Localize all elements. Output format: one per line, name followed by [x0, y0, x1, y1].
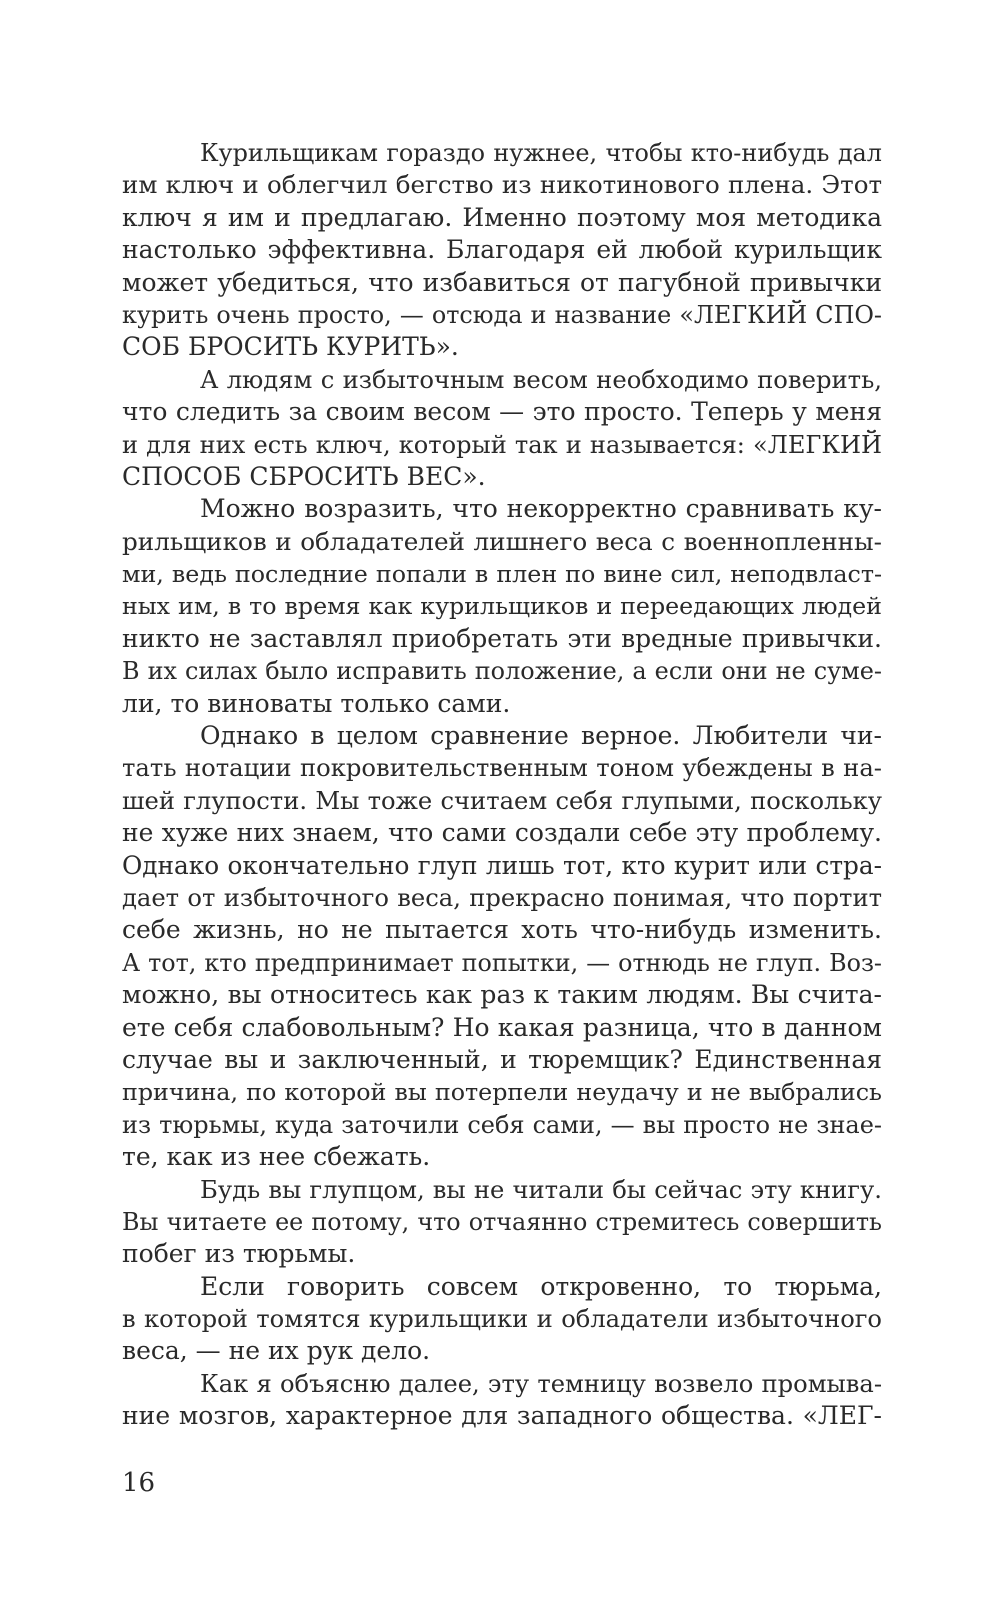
text-line: Однако в целом сравнение верное. Любители чи- — [200, 721, 882, 751]
text-line: ми, ведь последние попали в плен по вине сил, неподвласт- — [122, 560, 882, 589]
text-line: им ключ и облегчил бегство из никотинового плена. Этот — [122, 170, 882, 200]
text-line: веса, — не их рук дело. — [122, 1336, 431, 1366]
text-line: А тот, кто предпринимает попытки, — отнюдь не глуп. Воз- — [122, 948, 882, 977]
text-line: ние мозгов, характерное для западного общества. «ЛЕГ- — [122, 1401, 882, 1431]
text-line: В их силах было исправить положение, а если они не суме- — [122, 657, 882, 686]
text-line: ли, то виноваты только сами. — [122, 688, 511, 718]
text-line: Курильщикам гораздо нужнее, чтобы кто-нибудь дал — [200, 139, 882, 167]
text-line: в которой томятся курильщики и обладатели избыточного — [122, 1305, 882, 1334]
text-line: причина, по которой вы потерпели неудачу и не выбрались — [122, 1078, 882, 1107]
text-line: тать нотации покровительственным тоном убеждены в на- — [122, 753, 882, 783]
text-line: Можно возразить, что некорректно сравнивать ку- — [200, 494, 882, 524]
text-line: и для них есть ключ, который так и называется: «ЛЕГКИЙ — [122, 430, 882, 459]
text-line: ных им, в то время как курильщиков и переедающих людей — [122, 592, 882, 621]
text-line: настолько эффективна. Благодаря ей любой курильщик — [122, 235, 882, 265]
text-line: из тюрьмы, куда заточили себя сами, — вы просто не знае- — [122, 1110, 882, 1139]
text-line: А людям с избыточным весом необходимо поверить, — [200, 364, 882, 394]
body-text — [122, 137, 882, 1433]
text-line: Как я объясню далее, эту темницу возвело промыва- — [200, 1369, 882, 1398]
text-line: Будь вы глупцом, вы не читали бы сейчас эту книгу. — [200, 1174, 882, 1204]
text-line: Если говорить совсем откровенно, то тюрьма, — [200, 1271, 882, 1301]
text-line: шей глупости. Мы тоже считаем себя глупыми, поскольку — [122, 786, 882, 815]
text-line: СОБ БРОСИТЬ КУРИТЬ». — [122, 332, 459, 362]
text-line: ете себя слабовольным? Но какая разница, что в данном — [122, 1012, 882, 1042]
text-line: Однако окончательно глуп лишь тот, кто курит или стра- — [122, 850, 882, 880]
text-line: Вы читаете ее потому, что отчаянно стремитесь совершить — [122, 1207, 882, 1236]
text-line: СПОСОБ СБРОСИТЬ ВЕС». — [122, 461, 486, 491]
page-number: 16 — [122, 1468, 156, 1498]
text-line: дает от избыточного веса, прекрасно понимая, что портит — [122, 883, 882, 912]
text-line: себе жизнь, но не пытается хоть что-нибудь изменить. — [122, 915, 882, 945]
text-line: ключ я им и предлагаю. Именно поэтому моя методика — [122, 202, 882, 232]
text-line: что следить за своим весом — это просто. Теперь у меня — [122, 397, 882, 427]
text-line: случае вы и заключенный, и тюремщик? Единственная — [122, 1044, 882, 1074]
text-line: может убедиться, что избавиться от пагубной привычки — [122, 267, 882, 297]
text-line: побег из тюрьмы. — [122, 1239, 356, 1269]
text-line: не хуже них знаем, что сами создали себе эту проблему. — [122, 818, 882, 848]
text-line: рильщиков и обладателей лишнего веса с военнопленны- — [122, 526, 882, 556]
text-line: никто не заставлял приобретать эти вредные привычки. — [122, 623, 882, 653]
text-line: курить очень просто, — отсюда и название «ЛЕГКИЙ СПО- — [122, 300, 882, 329]
text-line: те, как из нее сбежать. — [122, 1142, 431, 1172]
text-line: можно, вы относитесь как раз к таким людям. Вы счита- — [122, 980, 882, 1010]
